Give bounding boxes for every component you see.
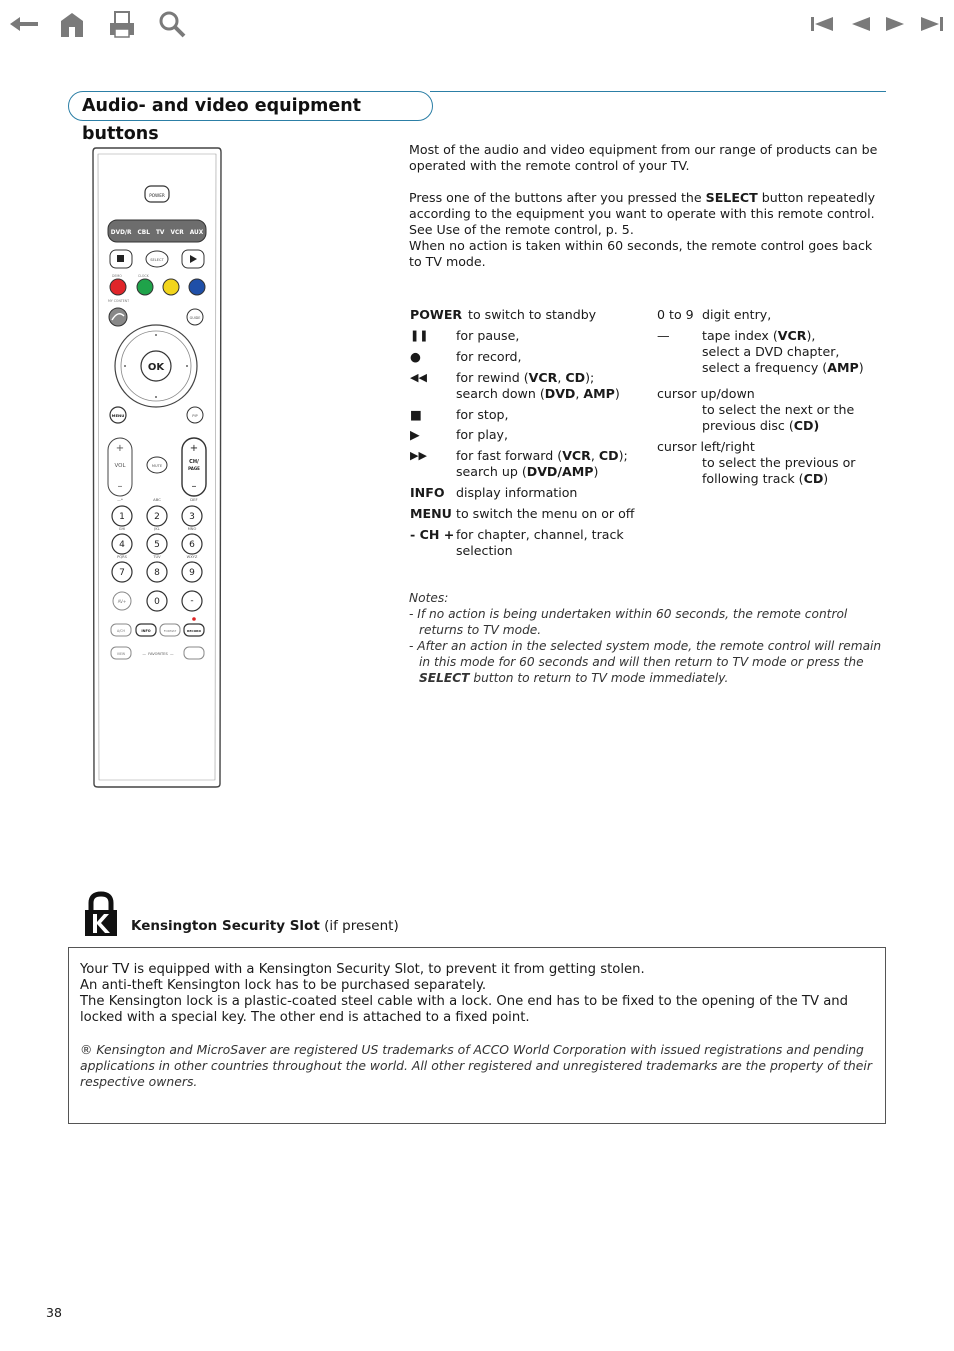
kensington-title: Kensington Security Slot (if present) — [131, 918, 399, 934]
yellow-key — [163, 279, 179, 295]
remote-control-illustration — [90, 144, 224, 789]
svg-text:INFO: INFO — [141, 629, 151, 633]
home-icon[interactable] — [54, 6, 90, 42]
svg-text:ABC: ABC — [153, 497, 161, 502]
svg-text:9: 9 — [189, 568, 195, 578]
svg-text:MY CONTENT: MY CONTENT — [108, 299, 130, 303]
svg-text:JKL: JKL — [154, 527, 160, 531]
svg-text:2: 2 — [154, 512, 160, 522]
svg-text:RECORD: RECORD — [187, 629, 201, 633]
svg-text:WXYZ: WXYZ — [186, 555, 198, 559]
svg-text:MENU: MENU — [111, 413, 125, 418]
svg-text:GUIDE: GUIDE — [189, 316, 201, 320]
search-icon[interactable] — [154, 6, 190, 42]
svg-text:AV+: AV+ — [117, 599, 127, 604]
previous-page-icon[interactable] — [842, 6, 878, 42]
back-icon[interactable] — [6, 6, 42, 42]
svg-text:DEF: DEF — [190, 497, 198, 502]
svg-text:PAGE: PAGE — [188, 466, 200, 471]
svg-text:+: + — [189, 443, 199, 454]
svg-text:A/CH: A/CH — [117, 629, 125, 633]
notes: Notes: - If no action is being undertaken within 60 seconds, the remote control returns to TV mode. - After an action in the selected system mode, the remote control will remain in this mode for 60 seconds and will then return to TV mode or press the SELECT button to return to TV mode immediately. — [409, 591, 882, 685]
svg-text:GHI: GHI — [118, 527, 126, 531]
list-item: ▶▶ for fast forward (VCR, CD); search up (DVD/AMP) — [410, 448, 628, 479]
svg-text:–: – — [191, 481, 197, 492]
svg-text:5: 5 — [154, 540, 160, 550]
remote-power-label: POWER — [149, 193, 165, 198]
svg-text:7: 7 — [119, 568, 125, 578]
svg-text:-: - — [190, 596, 194, 606]
intro-paragraph-2: Press one of the buttons after you pressed the SELECT button repeatedly according to the equipment you want to operate with this remote control. See Use of the remote control, p. 5. When no action is taken within 60 seconds, the remote control goes back to TV mode. — [409, 190, 876, 269]
svg-text:PIP: PIP — [192, 414, 198, 418]
intro-paragraph-1: Most of the audio and video equipment from our range of products can be operated with the remote control of your TV. — [409, 142, 878, 173]
svg-text:3: 3 — [189, 512, 195, 522]
remote-mode-labels: DVD/R CBL TV VCR AUX — [110, 230, 204, 236]
svg-text:0: 0 — [154, 597, 160, 607]
next-page-icon[interactable] — [878, 6, 914, 42]
svg-text:MNO: MNO — [187, 527, 197, 531]
svg-text:1: 1 — [119, 512, 125, 522]
kensington-description: Your TV is equipped with a Kensington Security Slot, to prevent it from getting stolen. An anti-theft Kensington lock has to be purchased separately. The Kensington lock is a plastic-coated steel cable with a lock. One end has to be fixed to the opening of the TV and locked with a special key. The other end is attached to a fixed point. — [80, 962, 849, 1025]
list-item: cursor up/down to select the next or the previous disc (CD) — [657, 386, 855, 433]
svg-text:MUTE: MUTE — [151, 464, 163, 468]
trademark-note: ® Kensington and MicroSaver are registered US trademarks of ACCO World Corporation with issued registrations and pending applications in other countries throughout the world. All other registered and unregistered trademarks are the property of their respective owners. — [80, 1042, 872, 1089]
svg-text:DEMO: DEMO — [112, 274, 122, 278]
list-item: cursor left/right to select the previous or following track (CD) — [657, 439, 856, 486]
svg-text:CH/: CH/ — [189, 459, 199, 465]
blue-key — [189, 279, 205, 295]
list-item: ◀◀ for rewind (VCR, CD); search down (DVD, AMP) — [410, 370, 620, 401]
green-key — [137, 279, 153, 295]
list-item: - CH + for chapter, channel, track selection — [410, 527, 624, 558]
print-icon[interactable] — [104, 6, 140, 42]
kensington-lock-icon — [83, 891, 119, 937]
svg-text:CLOCK: CLOCK — [138, 274, 149, 278]
list-item: — tape index (VCR), select a DVD chapter, select a frequency (AMP) — [657, 328, 864, 375]
svg-text:4: 4 — [119, 540, 125, 550]
svg-text:6: 6 — [189, 540, 195, 550]
remote-select-label: SELECT — [150, 258, 164, 262]
svg-text:–: – — [117, 481, 123, 492]
svg-text:— FAVORITES —: — FAVORITES — — [142, 652, 174, 656]
remote-ok-label: OK — [147, 362, 165, 373]
section-title: Audio- and video equipment buttons — [68, 91, 433, 121]
page-number: 38 — [46, 1305, 62, 1320]
last-page-icon[interactable] — [914, 6, 950, 42]
svg-text:VOL: VOL — [114, 463, 126, 469]
svg-text:VIEW: VIEW — [116, 652, 126, 656]
red-key — [110, 279, 126, 295]
svg-text:FORMAT: FORMAT — [163, 629, 177, 633]
svg-text:+: + — [115, 443, 125, 454]
svg-text:8: 8 — [154, 568, 160, 578]
svg-text:—*: —* — [117, 497, 123, 502]
header-rule — [430, 91, 886, 92]
svg-text:PQRS: PQRS — [117, 555, 127, 559]
first-page-icon[interactable] — [804, 6, 840, 42]
svg-text:TUV: TUV — [153, 555, 161, 559]
